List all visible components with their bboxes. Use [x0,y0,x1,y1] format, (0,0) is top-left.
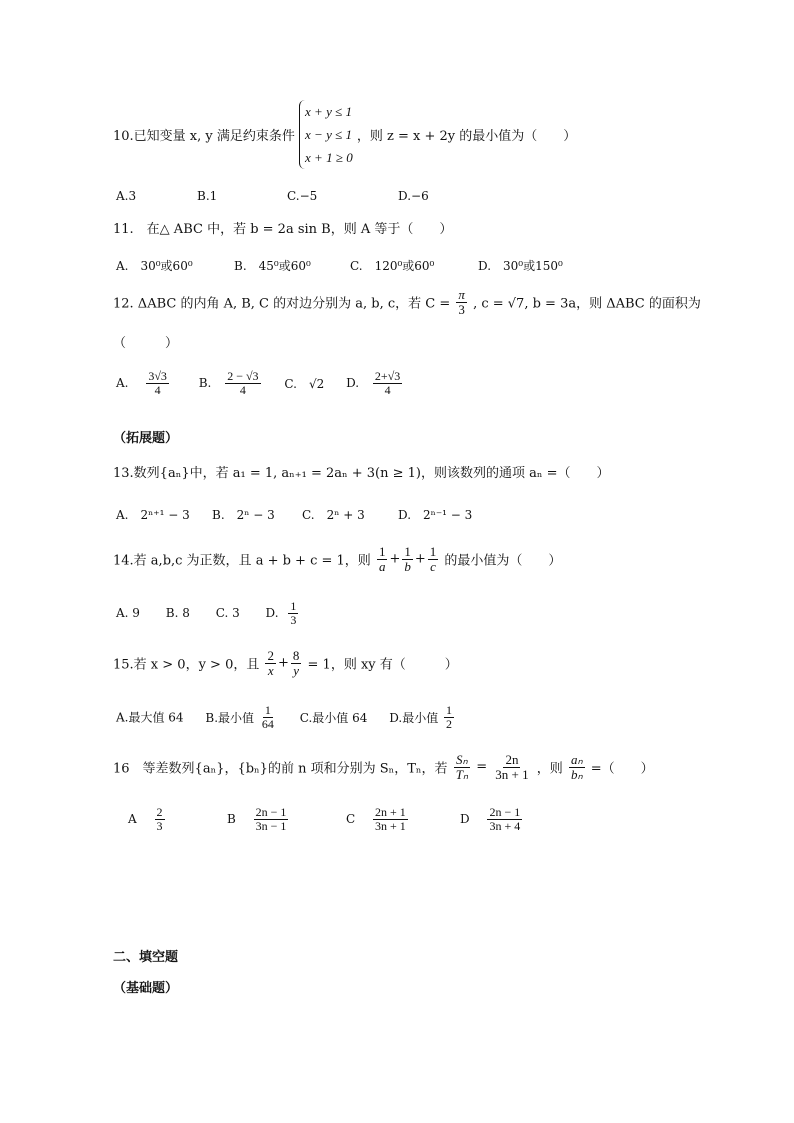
q10-option-d: D.−6 [398,189,429,203]
q14-options [116,600,300,626]
q16-mid: ，则 [536,761,563,777]
q12-option-b-label: B. [198,376,212,391]
q16-prefix: 16 等差数列{aₙ}，{bₙ}的前 n 项和分别为 Sₙ，Tₙ，若 [113,761,448,777]
q15-frac-1: $\frac{2}{x}$ [267,648,274,678]
q15-option-d-value: $\frac{1}{2}$ [446,703,453,731]
q12-option-d-value: $\frac{2+√3}{4}$ [374,369,401,397]
q15-option-b-value: $\frac{1}{64}$ [261,703,274,731]
q14-frac-b: $\frac{1}{b}$ [404,544,411,574]
q10-option-a: A.3 [116,189,137,203]
question-16: 16 等差数列{aₙ}，{bₙ}的前 n 项和分别为 Sₙ，Tₙ，若 $\frac{\text{Sₙ}}{\text{Tₙ}}$ = $\frac{2n}{3n + 1}$ ，则 $\frac{\text{aₙ}}{\text{bₙ}}$ =（ ） [113,752,654,782]
q10-prefix: 10.已知变量 x, y 满足约束条件 [113,129,295,144]
q15-frac-2: $\frac{8}{y}$ [292,648,300,678]
q12-options [116,370,404,396]
q16-option-d: D $\frac{2n - 1}{3n + 4}$ [460,805,521,833]
q13-option-c: C. 2ⁿ + 3 [302,508,365,522]
q15-suffix: = 1，则 xy 有（ ） [307,657,458,673]
q14-prefix: 14.若 a,b,c 为正数，且 a + b + c = 1，则 [113,553,371,569]
q16-s-over-t: $\frac{\text{Sₙ}}{\text{Tₙ}}$ [455,752,469,782]
q11-option-c: C. 120⁰或60⁰ [350,259,435,273]
q16-ratio: $\frac{2n}{3n + 1}$ [495,752,529,782]
q16-option-c: C $\frac{2n + 1}{3n + 1}$ [346,805,406,833]
question-12 [113,288,701,316]
q12-option-d-label: D. [346,376,360,391]
q12-option-c: C. √2 [284,376,325,391]
question-13: 13.数列{aₙ}中，若 a₁ = 1, aₙ₊₁ = 2aₙ + 3(n ≥ 1)，则该数列的通项 aₙ =（ ） [113,466,610,481]
q14-frac-a: $\frac{1}{a}$ [378,544,386,574]
q15-option-d-label: D.最小值 [389,710,439,725]
q14-frac-c: $\frac{1}{c}$ [429,544,437,574]
q11-option-d: D. 30⁰或150⁰ [478,259,563,273]
constraint-2: x − y ≤ 1 [305,127,352,142]
section-extend-heading: （拓展题） [113,431,179,446]
q14-option-d-value: $\frac{1}{3}$ [290,599,297,627]
constraint-3: x + 1 ≥ 0 [305,150,353,165]
q14-option-d-label: D. [265,606,279,621]
q15-option-a: A.最大值 64 [116,710,184,725]
q12-prefix: 12. ΔABC 的内角 A, B, C 的对边分别为 a, b, c，若 C = [113,296,451,312]
q15-prefix: 15.若 x > 0，y > 0，且 [113,657,260,673]
question-10 [113,100,576,169]
q15-option-c: C.最小值 64 [299,710,368,725]
q16-option-b: B $\frac{2n - 1}{3n - 1}$ [227,805,287,833]
q14-option-c: C. 3 [215,606,240,621]
section-2-title: 二、填空题 [113,950,179,965]
q12-suffix: , c = √7, b = 3a，则 ΔABC 的面积为 [473,296,701,312]
section-basic-heading: （基础题） [113,981,179,996]
q12-paren: （ ） [113,336,179,351]
q11-option-b: B. 45⁰或60⁰ [234,259,311,273]
q12-option-a-value: $\frac{3√3}{4}$ [148,369,167,397]
q16-option-a: A $\frac{2}{3}$ [128,805,163,833]
q15-options [116,704,456,730]
q12-option-a-label: A. [116,376,129,391]
q10-option-c: C.−5 [287,189,318,203]
q13-option-d: D. 2ⁿ⁻¹ − 3 [398,508,473,522]
q10-suffix: ，则 z = x + 2y 的最小值为（ ） [356,129,577,144]
q14-suffix: 的最小值为（ ） [444,553,562,569]
q15-option-b-label: B.最小值 [205,710,255,725]
question-15: 15.若 x > 0，y > 0，且 $\frac{2}{x}$ + $\frac{8}{y}$ = 1，则 xy 有（ ） [113,648,458,678]
q13-option-b: B. 2ⁿ − 3 [212,508,275,522]
q14-option-a: A. 9 [116,606,140,621]
question-11: 11. 在△ ABC 中，若 b = 2a sin B，则 A 等于（ ） [113,222,453,237]
q16-suffix: =（ ） [590,761,654,777]
q12-option-b-value: $\frac{2 - √3}{4}$ [227,369,259,397]
q16-a-over-b: $\frac{\text{aₙ}}{\text{bₙ}}$ [570,752,583,782]
q13-option-a: A. 2ⁿ⁺¹ − 3 [116,508,190,522]
question-14: 14.若 a,b,c 为正数，且 a + b + c = 1，则 $\frac{1}{a}$ + $\frac{1}{b}$ + $\frac{1}{c}$ 的最小值为（ ） [113,544,562,574]
q11-option-a: A. 30⁰或60⁰ [116,259,193,273]
q14-option-b: B. 8 [165,606,190,621]
constraint-system [299,100,353,169]
q10-option-b: B.1 [197,189,218,203]
q12-pi-fraction: $\frac{\pi}{3}$ [458,287,465,317]
constraint-1: x + y ≤ 1 [305,104,352,119]
